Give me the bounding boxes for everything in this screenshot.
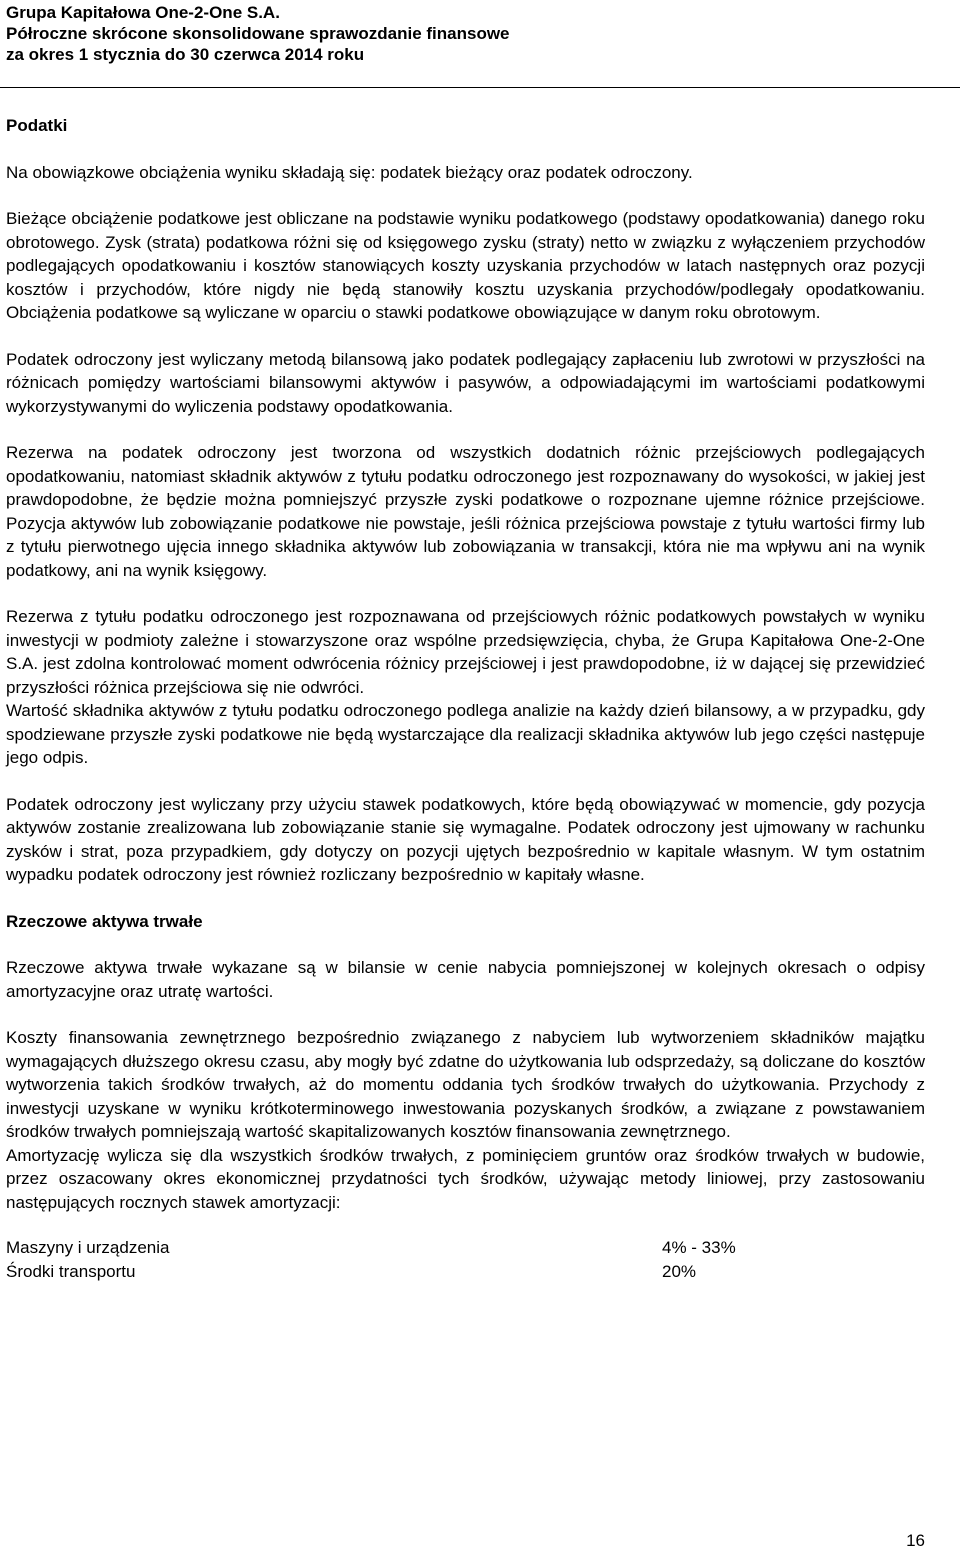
taxes-paragraph: Rezerwa na podatek odroczony jest tworzona od wszystkich dodatnich różnic przejściowych podlegających opodatkowaniu, natomiast składnik aktywów z tytułu podatku odroczonego jest rozpoznawany do wysokości, w jakiej jest prawdopodobne, że będzie można pomniejszyć przyszłe zyski podatkowe o rozpoznane ujemne różnice przejściowe. Pozycja aktywów lub zobowiązanie podatkowe nie powstaje, jeśli różnica przejściowa powstaje z tytułu wartości firmy lub z tytułu pierwotnego ujęcia innego składnika aktywów lub zobowiązania w transakcji, która nie ma wpływu ani na wynik podatkowy, ani na wynik księgowy. <box>6 443 925 580</box>
depreciation-rates-table <box>6 1236 925 1283</box>
rate-row <box>6 1236 925 1260</box>
taxes-paragraph: Rezerwa z tytułu podatku odroczonego jest rozpoznawana od przejściowych różnic podatkowych powstałych w wyniku inwestycji w podmioty zależne i stowarzyszone oraz wspólne przedsięwzięcia, chyba, że Grupa Kapitałowa One-2-One S.A. jest zdolna kontrolować moment odwrócenia różnicy przejściowej i jest prawdopodobne, iż w dającej się przewidzieć przyszłości różnica przejściowa się nie odwróci. <box>6 607 925 697</box>
rate-row <box>6 1260 925 1284</box>
taxes-paragraph: Bieżące obciążenie podatkowe jest obliczane na podstawie wyniku podatkowego (podstawy opodatkowania) danego roku obrotowego. Zysk (strata) podatkowa różni się od księgowego zysku (straty) netto w związku z wyłączeniem przychodów podlegających opodatkowaniu i kosztów stanowiących koszty uzyskania przychodów w latach następnych oraz pozycji kosztów i przychodów, które nigdy nie będą stanowiły kosztu uzyskania przychodów/podlegały opodatkowaniu. Obciążenia podatkowe są wyliczane w oparciu o stawki podatkowe obowiązujące w danym roku obrotowym. <box>6 209 925 322</box>
header-period: za okres 1 stycznia do 30 czerwca 2014 roku <box>6 45 365 64</box>
rate-label: Środki transportu <box>6 1261 136 1281</box>
rate-value: 4% - 33% <box>662 1238 736 1257</box>
taxes-paragraph: Podatek odroczony jest wyliczany metodą bilansową jako podatek podlegający zapłaceniu lub zwrotowi w przyszłości na różnicach pomiędzy wartościami bilansowymi aktywów i pasywów, a odpowiadającymi im wartościami podatkowymi wykorzystywanymi do wyliczenia podstawy opodatkowania. <box>6 349 925 416</box>
header-report-title: Półroczne skrócone skonsolidowane sprawozdanie finansowe <box>6 24 510 43</box>
page-number: 16 <box>906 1531 925 1550</box>
fixed-assets-paragraph: Koszty finansowania zewnętrznego bezpośrednio związanego z nabyciem lub wytworzeniem składników majątku wymagających dłuższego okresu czasu, aby mogły być zdatne do użytkowania lub odsprzedaży, są doliczane do kosztów wytworzenia takich środków trwałych, aż do momentu oddania tych środków trwałych do użytkowania. Przychody z inwestycji uzyskane w wyniku krótkoterminowego inwestowania pozyskanych środków, a związane z powstawaniem środków trwałych pomniejszają wartość skapitalizowanych kosztów finansowania zewnętrznego. <box>6 1028 925 1141</box>
rate-value: 20% <box>662 1261 697 1281</box>
fixed-assets-paragraph: Rzeczowe aktywa trwałe wykazane są w bilansie w cenie nabycia pomniejszonej w kolejnych okresach o odpisy amortyzacyjne oraz utratę wartości. <box>6 958 925 1001</box>
taxes-paragraph: Na obowiązkowe obciążenia wyniku składają się: podatek bieżący oraz podatek odroczony. <box>6 162 693 182</box>
fixed-assets-paragraph: Amortyzację wylicza się dla wszystkich środków trwałych, z pominięciem gruntów oraz środków trwałych w budowie, przez oszacowany okres ekonomicznej przydatności tych środków, używając metody liniowej, przy zastosowaniu następujących rocznych stawek amortyzacji: <box>6 1145 925 1212</box>
taxes-paragraph: Podatek odroczony jest wyliczany przy użyciu stawek podatkowych, które będą obowiązywać w momencie, gdy pozycja aktywów zostanie zrealizowana lub zobowiązanie stanie się wymagalne. Podatek odroczony jest ujmowany w rachunku zysków i strat, poza przypadkiem, gdy dotyczy on pozycji ujętych bezpośrednio w kapitale własnym. W tym ostatnim wypadku podatek odroczony jest również rozliczany bezpośrednio w kapitały własne. <box>6 794 925 884</box>
document-body <box>6 114 925 1283</box>
document-header <box>6 2 510 65</box>
header-divider <box>0 87 960 88</box>
section-heading-taxes: Podatki <box>6 116 68 135</box>
taxes-paragraph: Wartość składnika aktywów z tytułu podatku odroczonego podlega analizie na każdy dzień bilansowy, a w przypadku, gdy spodziewane przyszłe zyski podatkowe nie będą wystarczające dla realizacji składnika aktywów lub jego części następuje jego odpis. <box>6 701 925 767</box>
section-heading-fixed-assets: Rzeczowe aktywa trwałe <box>6 911 203 931</box>
rate-label: Maszyny i urządzenia <box>6 1238 170 1257</box>
header-company: Grupa Kapitałowa One-2-One S.A. <box>6 3 280 22</box>
